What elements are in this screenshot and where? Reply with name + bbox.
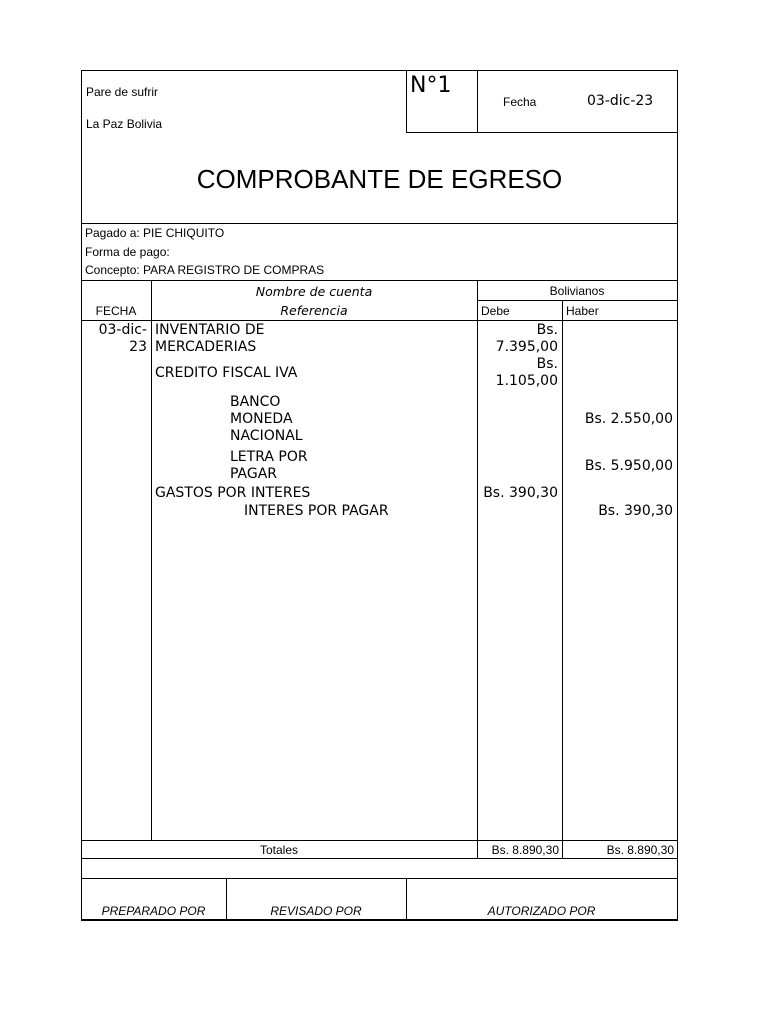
- company-location: La Paz Bolivia: [86, 117, 163, 131]
- fecha-value: 03-dic-23: [587, 93, 654, 109]
- voucher-number: N°1: [410, 73, 452, 98]
- account-interes-por-pagar: INTERES POR PAGAR: [244, 503, 389, 519]
- company-name: Pare de sufrir: [86, 85, 159, 99]
- account-banco-l2: MONEDA: [230, 411, 293, 427]
- account-gastos-interes: GASTOS POR INTERES: [155, 485, 311, 501]
- haber-letra: Bs. 5.950,00: [584, 458, 673, 474]
- totals-debe: Bs. 8.890,30: [491, 843, 559, 857]
- debe-credito-l1: Bs.: [536, 356, 558, 372]
- debe-inventario-l2: 7.395,00: [495, 339, 558, 355]
- debe-gastos-interes: Bs. 390,30: [483, 485, 558, 501]
- autorizado-por: AUTORIZADO POR: [487, 904, 596, 918]
- col-referencia-header: Referencia: [280, 303, 348, 318]
- page-title: COMPROBANTE DE EGRESO: [196, 164, 563, 194]
- col-fecha-header: FECHA: [95, 304, 137, 318]
- entry-date-line1: 03-dic-: [98, 322, 147, 338]
- totals-label: Totales: [259, 843, 299, 857]
- debe-inventario-l1: Bs.: [536, 322, 558, 338]
- entry-date-line2: 23: [129, 339, 147, 355]
- account-credito-fiscal: CREDITO FISCAL IVA: [155, 365, 298, 381]
- haber-interes-por-pagar: Bs. 390,30: [598, 503, 673, 519]
- col-haber-header: Haber: [566, 304, 599, 318]
- fecha-label: Fecha: [503, 95, 537, 109]
- account-banco-l1: BANCO: [230, 394, 281, 410]
- revisado-por: REVISADO POR: [270, 904, 362, 918]
- concepto: Concepto: PARA REGISTRO DE COMPRAS: [85, 263, 325, 277]
- debe-credito-l2: 1.105,00: [495, 373, 558, 389]
- totals-haber: Bs. 8.890,30: [606, 843, 674, 857]
- haber-banco: Bs. 2.550,00: [584, 411, 673, 427]
- account-letra-l1: LETRA POR: [230, 449, 308, 465]
- col-currency-header: Bolivianos: [549, 284, 605, 298]
- account-inventario-l2: MERCADERIAS: [155, 339, 257, 355]
- account-inventario-l1: INVENTARIO DE: [155, 322, 265, 338]
- account-banco-l3: NACIONAL: [230, 428, 303, 444]
- account-letra-l2: PAGAR: [230, 466, 278, 482]
- col-nombre-cuenta-header: Nombre de cuenta: [255, 284, 373, 299]
- forma-de-pago: Forma de pago:: [85, 245, 170, 259]
- pagado-a: Pagado a: PIE CHIQUITO: [85, 226, 225, 240]
- preparado-por: PREPARADO POR: [101, 904, 206, 918]
- col-debe-header: Debe: [481, 304, 510, 318]
